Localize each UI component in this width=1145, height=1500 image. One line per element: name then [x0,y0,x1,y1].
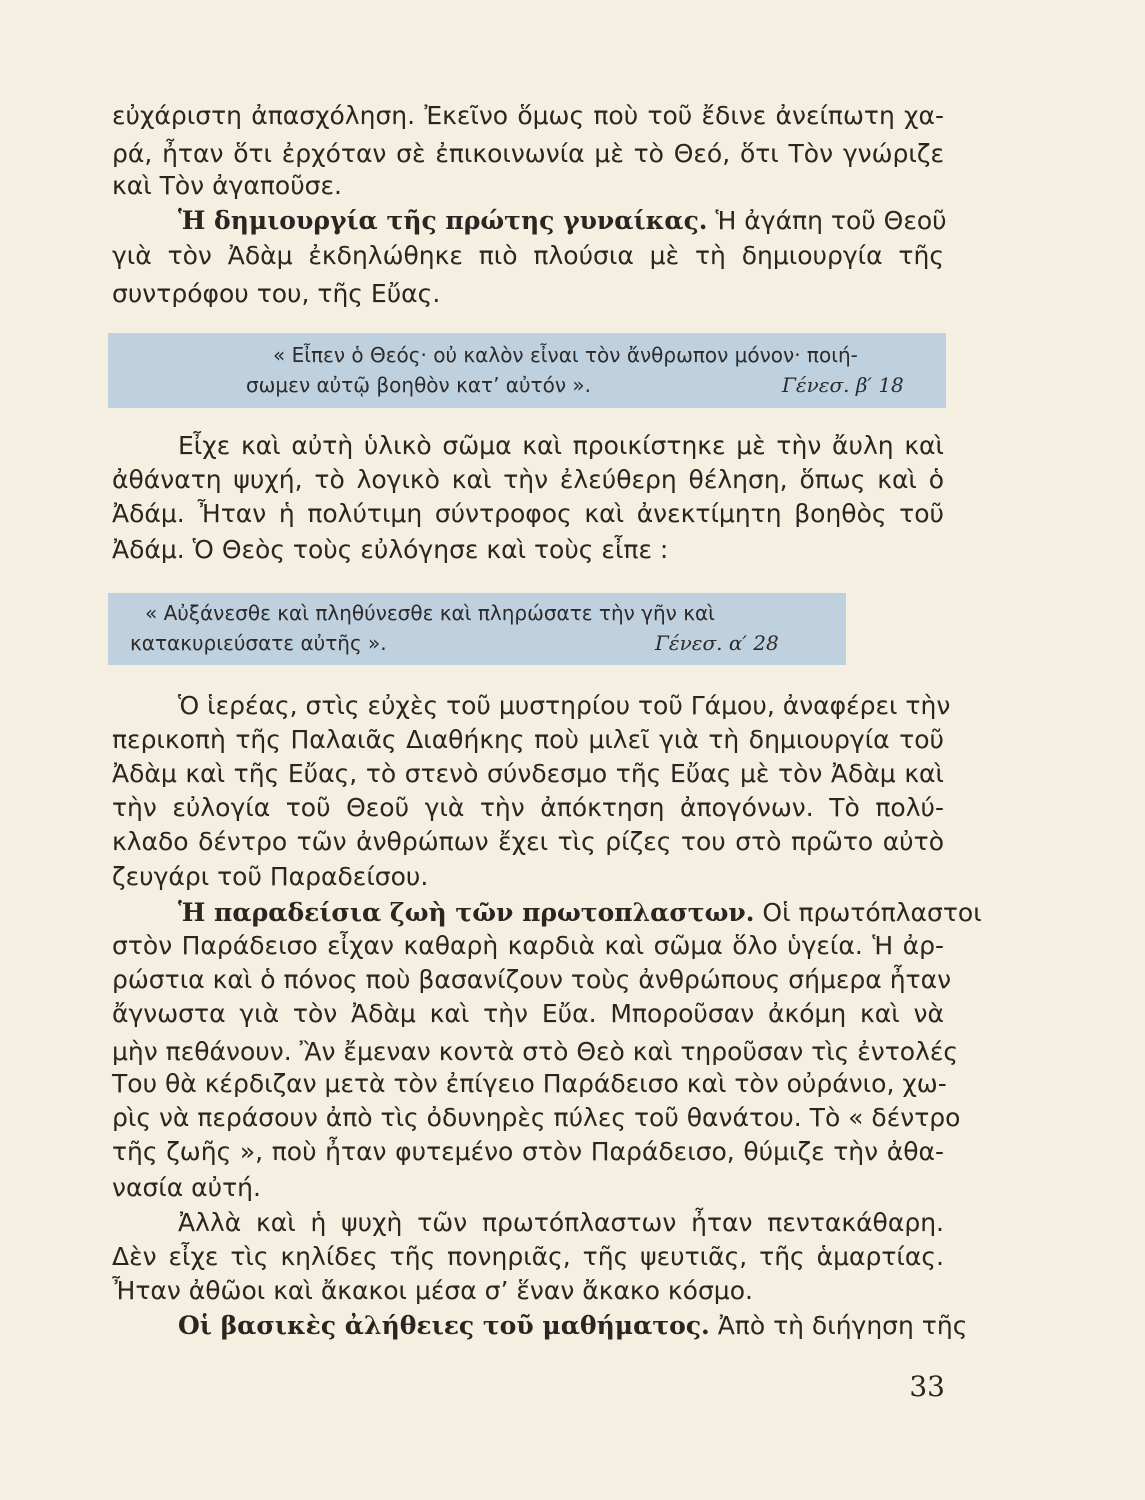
text-line: ζευγάρι τοῦ Παραδείσου. [112,862,429,891]
text-line: Του θὰ κέρδιζαν μετὰ τὸν ἐπίγειο Παράδεισο καὶ τὸν οὐράνιο, χω- [112,1069,947,1098]
heading-line-rest: Οἱ πρωτόπλαστοι [754,898,982,927]
quote-line: « Εἶπεν ὁ Θεός· οὐ καλὸν εἶναι τὸν ἄνθρωπον μόνον· ποιή- [273,343,858,367]
text-line: Εἶχε καὶ αὐτὴ ὑλικὸ σῶμα καὶ προικίστηκε μὲ τὴν ἄυλη καὶ [178,431,944,460]
quote-reference: Γένεσ. α′ 28 [655,631,779,655]
text-line: Ἀλλὰ καὶ ἡ ψυχὴ τῶν πρωτόπλαστων ἦταν πεντακάθαρη. [178,1208,944,1237]
quote-line: κατακυριεύσατε αὐτῆς ». [130,631,387,655]
text-line: Ἀδάμ. Ἦταν ἡ πολύτιμη σύντροφος καὶ ἀνεκτίμητη βοηθὸς τοῦ [112,499,944,528]
text-line: Ὁ ἱερέας, στὶς εὐχὲς τοῦ μυστηρίου τοῦ Γάμου, ἀναφέρει τὴν [178,691,951,720]
quote-line: σωμεν αὐτῷ βοηθὸν κατ’ αὐτόν ». [246,373,591,397]
text-line: Ἦταν ἀθῶοι καὶ ἄκακοι μέσα σ’ ἕναν ἄκακο κόσμο. [112,1276,753,1305]
section-heading-line [178,205,947,237]
text-line: μὴν πεθάνουν. Ἂν ἔμεναν κοντὰ στὸ Θεὸ καὶ τηροῦσαν τὶς ἐντολές [112,1037,959,1066]
text-line: κλαδο δέντρο τῶν ἀνθρώπων ἔχει τὶς ρίζες του στὸ πρῶτο αὐτὸ [112,827,944,856]
section-heading: Ἡ παραδείσια ζωὴ τῶν πρωτοπλαστων. [178,898,755,927]
text-line: Ἀδάμ. Ὁ Θεὸς τοὺς εὐλόγησε καὶ τοὺς εἶπε : [112,535,669,564]
text-line: τὴν εὐλογία τοῦ Θεοῦ γιὰ τὴν ἀπόκτηση ἀπογόνων. Τὸ πολύ- [112,793,944,822]
page-number: 33 [909,1370,945,1403]
text-line: τῆς ζωῆς », ποὺ ἦταν φυτεμένο στὸν Παράδεισο, θύμιζε τὴν ἀθα- [112,1137,944,1166]
text-line: Ἀδὰμ καὶ τῆς Εὔας, τὸ στενὸ σύνδεσμο τῆς Εὔας μὲ τὸν Ἀδὰμ καὶ [112,759,944,788]
text-line: καὶ Τὸν ἀγαποῦσε. [112,171,342,200]
text-line: ἀθάνατη ψυχή, τὸ λογικὸ καὶ τὴν ἐλεύθερη θέληση, ὅπως καὶ ὁ [112,465,944,494]
heading-line-rest: Ἀπὸ τὴ διήγηση τῆς [709,1311,968,1340]
text-line: ἄγνωστα γιὰ τὸν Ἀδὰμ καὶ τὴν Εὔα. Μποροῦσαν ἀκόμη καὶ νὰ [112,999,944,1028]
heading-line-rest: Ἡ ἀγάπη τοῦ Θεοῦ [707,206,947,235]
text-line: περικοπὴ τῆς Παλαιᾶς Διαθήκης ποὺ μιλεῖ γιὰ τὴ δημιουργία τοῦ [112,725,944,754]
text-line: ρὶς νὰ περάσουν ἀπὸ τὶς ὀδυνηρὲς πύλες τοῦ θανάτου. Τὸ « δέντρο [112,1103,961,1132]
text-line: εὐχάριστη ἀπασχόληση. Ἐκεῖνο ὅμως ποὺ τοῦ ἔδινε ἀνείπωτη χα- [112,101,944,130]
text-line: ρώστια καὶ ὁ πόνος ποὺ βασανίζουν τοὺς ἀνθρώπους σήμερα ἦταν [112,965,952,994]
scripture-quote-box [108,333,946,408]
section-heading-line [178,1310,968,1342]
text-line: γιὰ τὸν Ἀδὰμ ἐκδηλώθηκε πιὸ πλούσια μὲ τὴ δημιουργία τῆς [112,241,944,270]
text-line: Δὲν εἶχε τὶς κηλίδες τῆς πονηριᾶς, τῆς ψευτιᾶς, τῆς ἁμαρτίας. [112,1242,944,1271]
text-line: στὸν Παράδεισο εἶχαν καθαρὴ καρδιὰ καὶ σῶμα ὅλο ὑγεία. Ἡ ἀρ- [112,931,944,960]
section-heading-line [178,897,982,929]
quote-line: « Αὐξάνεσθε καὶ πληθύνεσθε καὶ πληρώσατε τὴν γῆν καὶ [145,601,715,625]
quote-reference: Γένεσ. β′ 18 [782,373,904,397]
section-heading: Ἡ δημιουργία τῆς πρώτης γυναίκας. [178,206,708,235]
section-heading: Οἱ βασικὲς ἀλήθειες τοῦ μαθήματος. [178,1311,710,1340]
text-line: συντρόφου του, τῆς Εὔας. [112,279,441,308]
scripture-quote-box [108,593,846,665]
text-line: νασία αὐτή. [112,1173,261,1202]
text-line: ρά, ἦταν ὅτι ἐρχόταν σὲ ἐπικοινωνία μὲ τὸ Θεό, ὅτι Τὸν γνώριζε [112,139,944,168]
